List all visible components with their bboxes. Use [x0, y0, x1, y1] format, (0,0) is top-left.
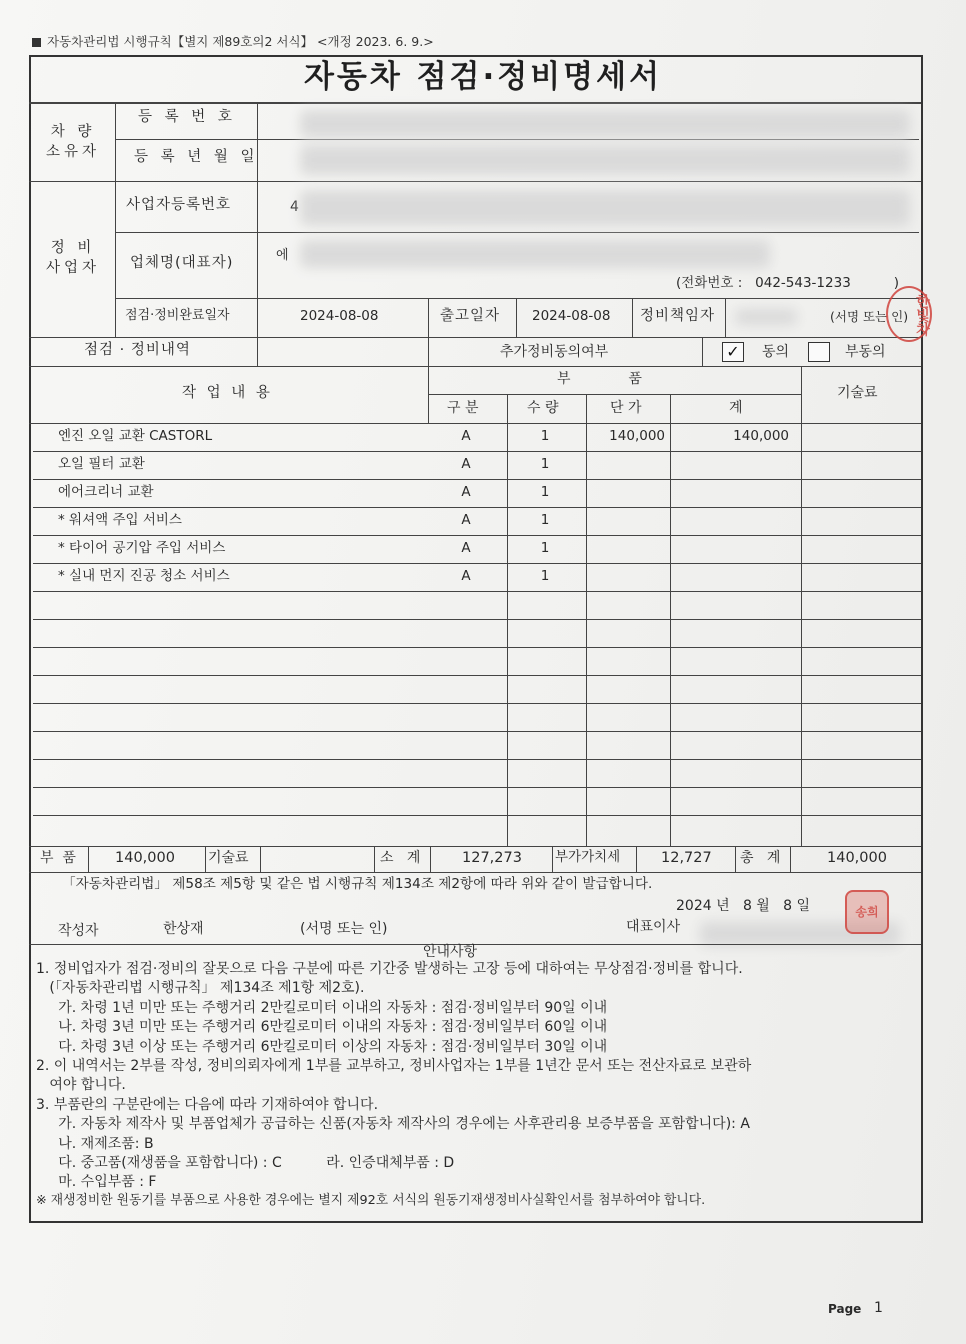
- shop-section-label: 정 비 사업자: [46, 240, 101, 276]
- disagree-checkbox[interactable]: [808, 342, 830, 362]
- work-header: 작 업 내 용: [182, 385, 273, 401]
- company-label: 업체명(대표자): [130, 255, 234, 271]
- parts-total-value: 140,000: [115, 850, 175, 866]
- complete-date-label: 점검·정비완료일자: [125, 308, 230, 323]
- redacted-owner-info: [300, 110, 910, 138]
- issue-date: 2024 년 8 월 8 일: [676, 898, 811, 914]
- agree-label: 동의: [762, 344, 790, 360]
- table-row-line: [33, 479, 921, 480]
- agree-checkbox[interactable]: ✓: [722, 342, 744, 362]
- col-total: 계: [729, 400, 743, 416]
- owner-section-label: 차 량 소유자: [46, 124, 101, 160]
- notes-heading: 안내사항: [422, 944, 478, 960]
- table-cell-qty: 1: [540, 456, 550, 472]
- page-number: 1: [874, 1300, 883, 1316]
- grand-total-label: 총 계: [740, 850, 781, 866]
- table-cell-work: 엔진 오일 교환 CASTORL: [58, 428, 213, 444]
- notes-line: 여야 합니다.: [36, 1077, 126, 1094]
- table-row-line: [33, 535, 921, 536]
- notes-line: 나. 차령 3년 미만 또는 주행거리 6만킬로미터 이내의 자동차 : 점검·정비일부터 60일 이내: [36, 1019, 608, 1036]
- table-cell-type: A: [461, 428, 471, 444]
- release-date-label: 출고일자: [440, 308, 501, 324]
- disagree-label: 부동의: [845, 344, 886, 360]
- table-row-line: [33, 703, 921, 704]
- writer-sign-label: (서명 또는 인): [300, 921, 388, 937]
- table-cell-total: 140,000: [733, 428, 789, 444]
- table-row-line: [33, 619, 921, 620]
- parts-total-label: 부 품: [40, 850, 76, 866]
- notes-line: 가. 자동차 제작사 및 부품업체가 공급하는 신품(자동차 제작사의 경우에는 사후관리용 보증부품을 포함합니다): A: [36, 1116, 750, 1133]
- col-unit: 단 가: [610, 400, 642, 416]
- table-row-line: [33, 451, 921, 452]
- table-cell-unit: 140,000: [609, 428, 665, 444]
- complete-date-value: 2024-08-08: [300, 308, 379, 324]
- table-cell-qty: 1: [540, 428, 550, 444]
- table-row-line: [33, 731, 921, 732]
- table-cell-type: A: [461, 456, 471, 472]
- table-cell-work: 에어크리너 교환: [58, 484, 154, 500]
- table-row-line: [33, 815, 921, 816]
- subtotal-label: 소 계: [380, 850, 421, 866]
- labor-header: 기술료: [837, 385, 878, 401]
- labor-total-label: 기술료: [208, 850, 249, 866]
- table-cell-qty: 1: [540, 540, 550, 556]
- table-row-line: [33, 563, 921, 564]
- table-cell-type: A: [461, 540, 471, 556]
- notes-line: 나. 재제조품: B: [36, 1135, 154, 1152]
- ceo-seal-stamp: 송희: [845, 890, 889, 934]
- notes-line: ※ 재생정비한 원동기를 부품으로 사용한 경우에는 별지 제92호 서식의 원동기재생정비사실확인서를 첨부하여야 합니다.: [36, 1192, 706, 1208]
- table-cell-work: * 워셔액 주입 서비스: [58, 512, 182, 528]
- notes-line: (「자동차관리법 시행규칙」 제134조 제1항 제2호).: [36, 980, 365, 997]
- table-cell-type: A: [461, 484, 471, 500]
- col-type: 구 분: [447, 400, 479, 416]
- grand-total-value: 140,000: [827, 850, 887, 866]
- parts-header: 부 품: [557, 371, 642, 387]
- table-row-line: [33, 759, 921, 760]
- table-row-line: [33, 787, 921, 788]
- shop-phone: (전화번호 : 042-543-1233 ): [676, 275, 899, 291]
- company-value: 에: [276, 248, 289, 263]
- notes-line: 2. 이 내역서는 2부를 작성, 정비의뢰자에게 1부를 교부하고, 정비사업자는 1부를 1년간 문서 또는 전산자료로 보관하: [36, 1058, 752, 1074]
- table-cell-qty: 1: [540, 484, 550, 500]
- table-cell-qty: 1: [540, 568, 550, 584]
- reg-no-label: 등 록 번 호: [138, 109, 236, 125]
- table-cell-work: * 타이어 공기압 주입 서비스: [58, 540, 226, 556]
- notes-line: 가. 차령 1년 미만 또는 주행거리 2만킬로미터 이내의 자동차 : 점검·정비일부터 90일 이내: [36, 999, 608, 1016]
- biz-no-label: 사업자등록번호: [126, 197, 232, 213]
- subtotal-value: 127,273: [462, 850, 522, 866]
- manager-sign-label: (서명 또는 인): [830, 309, 909, 324]
- col-qty: 수 량: [527, 400, 559, 416]
- form-reference: 자동차관리법 시행규칙【별지 제89호의2 서식】 <개정 2023. 6. 9.>: [32, 36, 434, 49]
- vat-label: 부가가치세: [555, 849, 621, 865]
- table-cell-work: * 실내 먼지 진공 청소 서비스: [58, 568, 230, 584]
- notes-line: 다. 중고품(재생품을 포함합니다) : C 라. 인증대체부품 : D: [36, 1155, 455, 1171]
- writer-label: 작성자: [58, 923, 99, 939]
- biz-no-value: 4: [290, 199, 299, 215]
- vat-value: 12,727: [661, 850, 712, 866]
- release-date-value: 2024-08-08: [532, 308, 611, 324]
- reg-date-label: 등 록 년 월 일: [134, 149, 259, 165]
- table-cell-type: A: [461, 512, 471, 528]
- consent-label: 추가정비동의여부: [500, 344, 609, 360]
- issue-statement: 「자동차관리법」 제58조 제5항 및 같은 법 시행규칙 제134조 제2항에 따라 위와 같이 발급합니다.: [62, 876, 653, 892]
- document-title: 자동차 점검·정비명세서: [303, 59, 663, 95]
- table-cell-work: 오일 필터 교환: [58, 456, 145, 472]
- page-label: Page: [828, 1302, 862, 1316]
- table-row-line: [33, 675, 921, 676]
- table-cell-type: A: [461, 568, 471, 584]
- table-cell-qty: 1: [540, 512, 550, 528]
- table-row-line: [33, 507, 921, 508]
- notes-line: 다. 차령 3년 이상 또는 주행거리 6만킬로미터 이상의 자동차 : 점검·정비일부터 30일 이내: [36, 1038, 608, 1055]
- manager-label: 정비책임자: [640, 308, 716, 324]
- notes-line: 1. 정비업자가 점검·정비의 잘못으로 다음 구분에 따른 기간중 발생하는 고장 등에 대하여는 무상점검·정비를 합니다.: [36, 961, 743, 977]
- notes-line: 3. 부품란의 구분란에는 다음에 따라 기재하여야 합니다.: [36, 1096, 379, 1113]
- shop-seal-stamp: 한빛차: [886, 286, 932, 342]
- table-row-line: [33, 591, 921, 592]
- notes-line: 마. 수입부품 : F: [36, 1174, 157, 1191]
- writer-name: 한상재: [163, 921, 204, 937]
- table-row-line: [33, 647, 921, 648]
- ceo-label: 대표이사: [626, 919, 681, 935]
- details-label: 점검 · 정비내역: [84, 342, 191, 358]
